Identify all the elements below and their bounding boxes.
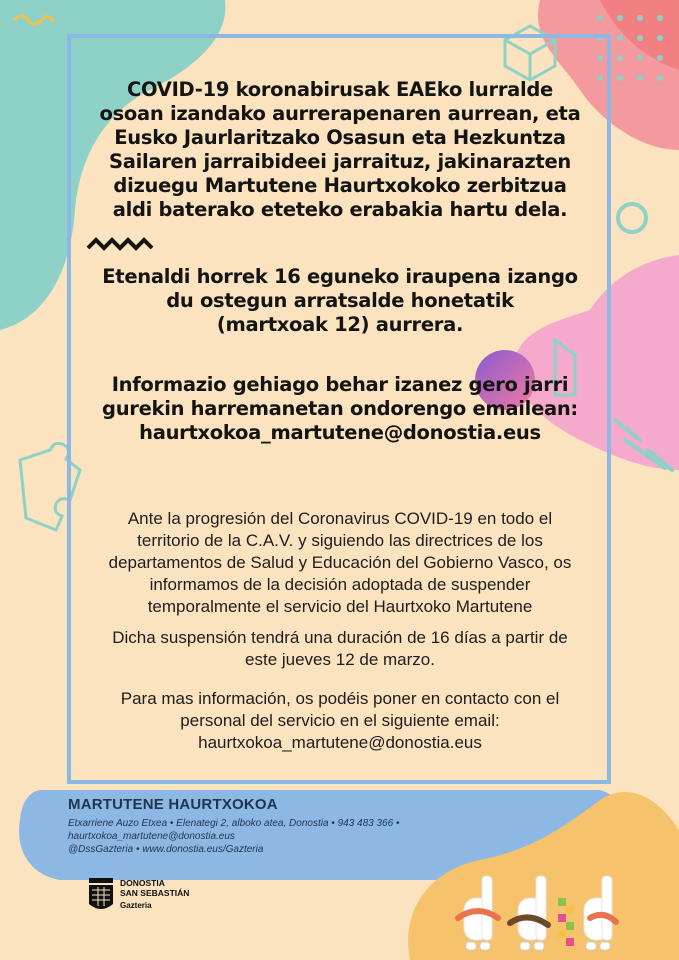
castellano-paragraph-1 xyxy=(72,508,608,618)
text-line: Sailaren jarraibideei jarraituz, jakinarazten xyxy=(109,150,571,173)
text-line: osoan izandako aurrerapenaren aurrean, eta xyxy=(99,102,581,125)
euskara-paragraph-2 xyxy=(70,265,610,337)
text-line: COVID-19 koronabirusak EAEko lurralde xyxy=(127,78,553,101)
text-line: territorio de la C.A.V. y siguiendo las directrices de los xyxy=(137,531,543,550)
text-line: Para mas información, os podéis poner en contacto con el xyxy=(120,689,560,708)
logo-sub: Gazteria xyxy=(120,901,152,910)
ddd-brand-icon xyxy=(450,868,640,958)
donostia-logo xyxy=(86,876,236,926)
text-line: Dicha suspensión tendrá una duración de 16 días a partir de xyxy=(112,628,568,647)
euskara-paragraph-1 xyxy=(70,78,610,222)
text-line: Informazio gehiago behar izanez gero jarri xyxy=(111,373,569,396)
text-line: du ostegun arratsalde honetatik xyxy=(166,289,514,312)
footer-contact xyxy=(68,796,488,856)
text-line: Etenaldi horrek 16 eguneko iraupena izango xyxy=(102,265,578,288)
text-line: aldi baterako eteteko erabakia hartu dela. xyxy=(112,198,568,221)
email-text: haurtxokoa_martutene@donostia.eus xyxy=(198,733,482,752)
footer-title: MARTUTENE HAURTXOKOA xyxy=(68,796,278,813)
castellano-paragraph-3 xyxy=(72,688,608,754)
logo-line-2: SAN SEBASTIÁN xyxy=(120,888,190,898)
castellano-paragraph-2 xyxy=(72,627,608,671)
footer-web: @DssGazteria • www.donostia.eus/Gazteria xyxy=(68,844,264,855)
text-line: (martxoak 12) aurrera. xyxy=(216,313,464,336)
city-crest-icon xyxy=(86,876,116,916)
text-line: personal del servicio en el siguiente email: xyxy=(180,711,500,730)
footer-address: Etxarriene Auzo Etxea • Elenategi 2, alboko atea, Donostia • 943 483 366 • xyxy=(68,818,400,829)
text-line: temporalmente el servicio del Haurtxoko Martutene xyxy=(147,597,533,616)
text-line: gurekin harremanetan ondorengo emailean: xyxy=(102,397,578,420)
text-line: este jueves 12 de marzo. xyxy=(245,650,435,669)
email-text: haurtxokoa_martutene@donostia.eus xyxy=(139,421,541,444)
text-line: dizuegu Martutene Haurtxokoko zerbitzua xyxy=(113,174,567,197)
footer-email: haurtxokoa_martutene@donostia.eus xyxy=(68,831,235,842)
euskara-paragraph-3 xyxy=(70,373,610,445)
text-line: Ante la progresión del Coronavirus COVID-19 en todo el xyxy=(127,509,553,528)
text-line: Eusko Jaurlaritzako Osasun eta Hezkuntza xyxy=(114,126,566,149)
logo-line-1: DONOSTIA xyxy=(120,878,165,888)
text-line: departamentos de Salud y Educación del Gobierno Vasco, os xyxy=(108,553,572,572)
text-line: informamos de la decisión adoptada de suspender xyxy=(149,575,531,594)
logo-text xyxy=(120,878,189,911)
